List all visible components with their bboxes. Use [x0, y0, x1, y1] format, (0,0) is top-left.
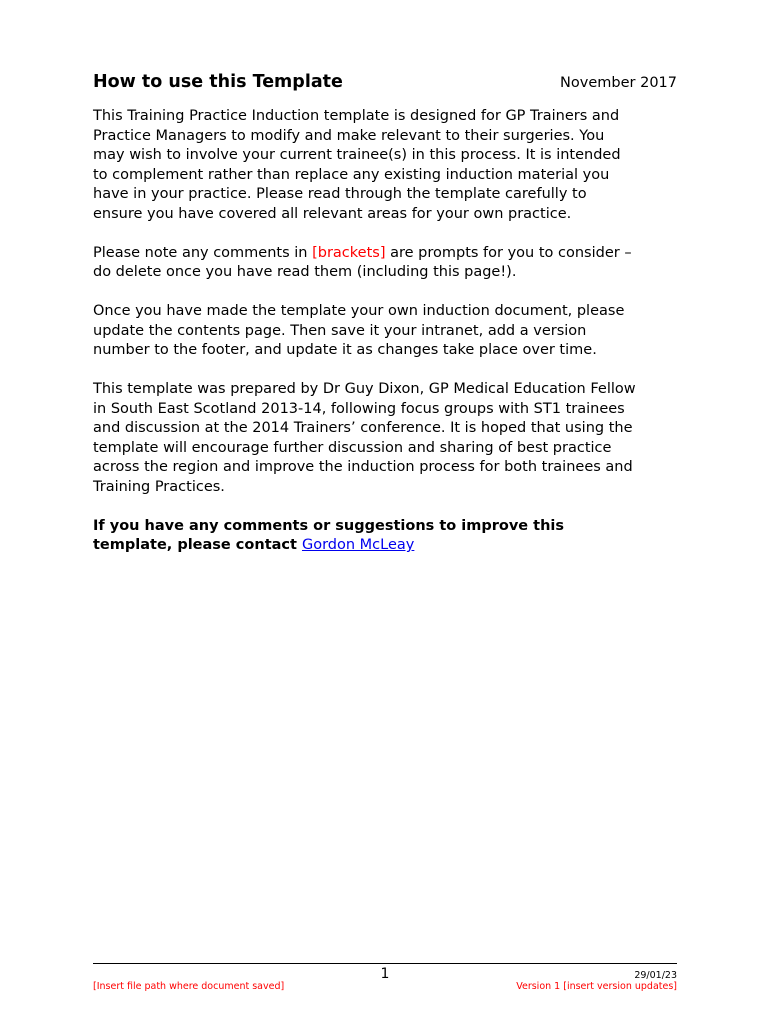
paragraph-line	[93, 536, 677, 556]
paragraph-line: may wish to involve your current trainee(s) in this process. It is intended	[93, 147, 621, 163]
paragraph-line	[93, 244, 677, 264]
paragraph-line: This template was prepared by Dr Guy Dixon, GP Medical Education Fellow	[93, 381, 636, 397]
paragraph-line: ensure you have covered all relevant areas for your own practice.	[93, 205, 572, 222]
paragraph-line: update the contents page. Then save it your intranet, add a version	[93, 322, 587, 339]
paragraph-line: have in your practice. Please read through the template carefully to	[93, 186, 587, 202]
paragraph-line: number to the footer, and update it as changes take place over time.	[93, 342, 597, 358]
brackets-note-paragraph	[93, 244, 677, 283]
document-page	[93, 70, 677, 575]
page-title: How to use this Template	[93, 72, 343, 92]
text-segment: template, please contact	[93, 537, 302, 553]
footer-file-path-note: [Insert file path where document saved]	[93, 981, 285, 992]
contact-paragraph	[93, 517, 677, 556]
brackets-prompt-text: [brackets]	[312, 244, 386, 261]
text-segment: are prompts for you to consider –	[385, 244, 632, 261]
paragraph-line: Practice Managers to modify and make relevant to their surgeries. You	[93, 127, 605, 144]
page-number: 1	[380, 966, 390, 982]
paragraph-line: template will encourage further discussion and sharing of best practice	[93, 439, 612, 456]
paragraph-line: across the region and improve the induction process for both trainees and	[93, 459, 633, 475]
header-row	[93, 70, 677, 100]
paragraph-line: to complement rather than replace any existing induction material you	[93, 166, 610, 183]
paragraph-line: Training Practices.	[93, 478, 225, 495]
paragraph-line: do delete once you have read them (including this page!).	[93, 264, 517, 280]
footer-date: 29/01/23	[634, 970, 677, 981]
save-instructions-paragraph	[93, 302, 677, 361]
paragraph-line: If you have any comments or suggestions to improve this	[93, 517, 565, 534]
authorship-paragraph	[93, 380, 677, 497]
document-date: November 2017	[560, 75, 677, 91]
paragraph-line: This Training Practice Induction template is designed for GP Trainers and	[93, 108, 620, 124]
paragraph-line: in South East Scotland 2013-14, following focus groups with ST1 trainees	[93, 400, 625, 417]
contact-link[interactable]: Gordon McLeay	[301, 537, 415, 553]
footer-divider	[93, 963, 677, 964]
intro-paragraph	[93, 107, 677, 224]
paragraph-line: and discussion at the 2014 Trainers’ conference. It is hoped that using the	[93, 420, 633, 436]
paragraph-line: Once you have made the template your own induction document, please	[93, 303, 625, 319]
page-footer	[93, 963, 677, 1003]
text-segment: Please note any comments in	[93, 244, 313, 261]
footer-version-note: Version 1 [insert version updates]	[516, 981, 677, 992]
